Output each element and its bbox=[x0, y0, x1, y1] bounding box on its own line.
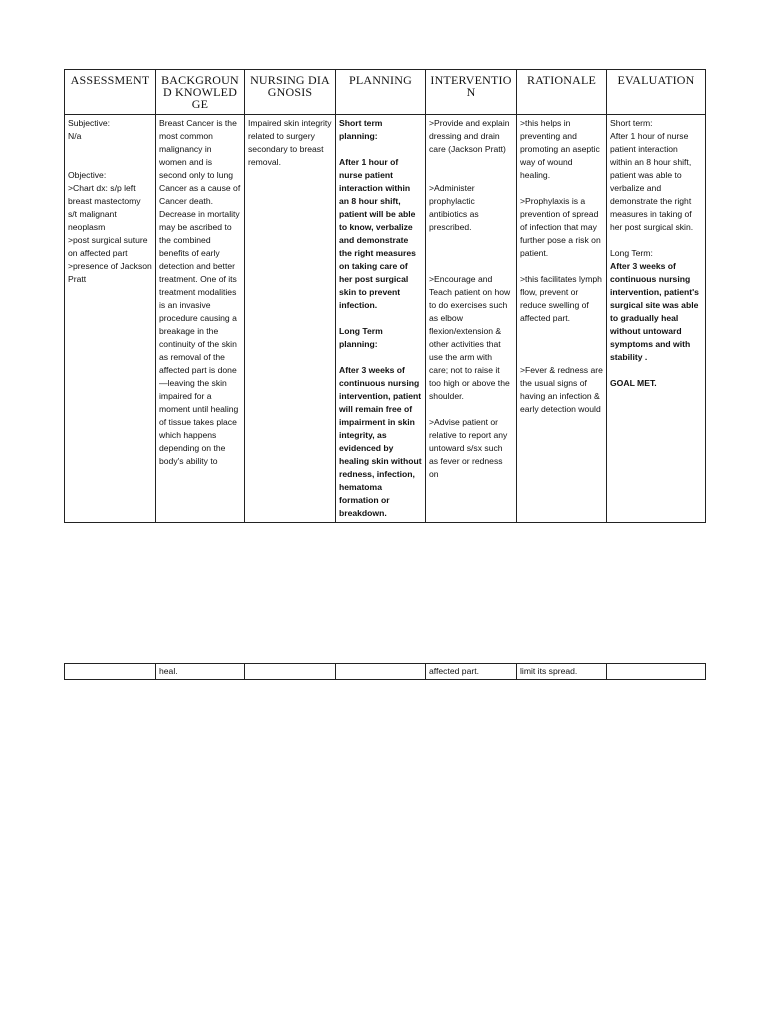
assessment-cell bbox=[65, 115, 156, 523]
short-term-evaluation-label: Short term: bbox=[610, 118, 653, 128]
background-knowledge-cell bbox=[156, 115, 245, 523]
objective-item: >Chart dx: s/p left breast mastectomy s/t malignant neoplasm bbox=[68, 183, 143, 232]
intervention-continued-cell: affected part. bbox=[426, 664, 517, 680]
header-planning: PLANNING bbox=[336, 70, 426, 115]
background-text: Breast Cancer is the most common malignancy in women and is second only to lung Cancer as a cause of Cancer death. Decrease in mortality may be ascribed to the combined benefits of early detection and better treatment. One of its treatment modalities is an invasive procedure causing a breakage in the continuity of the skin as removal of the affected part is done—leaving the skin impaired for a moment until healing of tissue takes place which happens depending on the body's ability to bbox=[159, 118, 243, 466]
header-rationale: RATIONALE bbox=[517, 70, 607, 115]
intervention-item: >Encourage and Teach patient on how to do exercises such as elbow flexion/extension & other activities that use the arm with care; not to raise it too high or above the shoulder. bbox=[429, 274, 513, 401]
planning-cell bbox=[336, 115, 426, 523]
header-evaluation: EVALUATION bbox=[607, 70, 706, 115]
long-term-planning-label: Long Term planning: bbox=[339, 326, 386, 349]
rationale-item: >this helps in preventing and promoting an aseptic way of wound healing. bbox=[520, 118, 603, 180]
diagnosis-continued-cell bbox=[245, 664, 336, 680]
care-plan-table bbox=[64, 69, 706, 523]
short-term-planning-text: After 1 hour of nurse patient interaction within an 8 hour shift, patient will be able to know, verbalize and demonstrate the right measures on taking care of her post surgical skin to prevent infection. bbox=[339, 157, 419, 310]
background-continued-cell: heal. bbox=[156, 664, 245, 680]
rationale-cell bbox=[517, 115, 607, 523]
table-row bbox=[65, 664, 706, 680]
short-term-planning-label: Short term planning: bbox=[339, 118, 385, 141]
header-background-knowledge: BACKGROUND KNOWLEDGE bbox=[156, 70, 245, 115]
rationale-item: >this facilitates lymph flow, prevent or reduce swelling of affected part. bbox=[520, 274, 605, 323]
planning-continued-cell bbox=[336, 664, 426, 680]
objective-item: >post surgical suture on affected part bbox=[68, 235, 150, 258]
intervention-item: >Administer prophylactic antibiotics as prescribed. bbox=[429, 183, 482, 232]
rationale-item: >Prophylaxis is a prevention of spread of infection that may further pose a risk on patient. bbox=[520, 196, 604, 258]
intervention-item: >Advise patient or relative to report any untoward s/sx such as fever or redness on bbox=[429, 417, 510, 479]
long-term-evaluation-text: After 3 weeks of continuous nursing intervention, patient's surgical site was able to gradually heal without untoward symptoms and with stability . bbox=[610, 261, 702, 362]
header-nursing-diagnosis: NURSING DIAGNOSIS bbox=[245, 70, 336, 115]
intervention-item: >Provide and explain dressing and drain care (Jackson Pratt) bbox=[429, 118, 512, 154]
long-term-evaluation-label: Long Term: bbox=[610, 248, 653, 258]
rationale-continued-cell: limit its spread. bbox=[517, 664, 607, 680]
assessment-continued-cell bbox=[65, 664, 156, 680]
evaluation-cell bbox=[607, 115, 706, 523]
diagnosis-text: Impaired skin integrity related to surgery secondary to breast removal. bbox=[248, 118, 334, 167]
table-row bbox=[65, 115, 706, 523]
subjective-value: N/a bbox=[68, 131, 82, 141]
objective-label: Objective: bbox=[68, 170, 107, 180]
header-intervention: INTERVENTION bbox=[426, 70, 517, 115]
intervention-cell bbox=[426, 115, 517, 523]
subjective-label: Subjective: bbox=[68, 118, 111, 128]
rationale-item: >Fever & redness are the usual signs of having an infection & early detection would bbox=[520, 365, 606, 414]
goal-status: GOAL MET. bbox=[610, 378, 657, 388]
evaluation-continued-cell bbox=[607, 664, 706, 680]
objective-item: >presence of Jackson Pratt bbox=[68, 261, 155, 284]
nursing-diagnosis-cell bbox=[245, 115, 336, 523]
short-term-evaluation-text: After 1 hour of nurse patient interaction within an 8 hour shift, patient was able to verbalize and demonstrate the right measures in taking of her post surgical skin. bbox=[610, 131, 695, 232]
header-assessment: ASSESSMENT bbox=[65, 70, 156, 115]
continuation-table bbox=[64, 663, 706, 680]
long-term-planning-text: After 3 weeks of continuous nursing intervention, patient will remain free of impairment in skin integrity, as evidenced by healing skin without redness, infection, hematoma formation or breakdown. bbox=[339, 365, 424, 518]
header-row bbox=[65, 70, 706, 115]
